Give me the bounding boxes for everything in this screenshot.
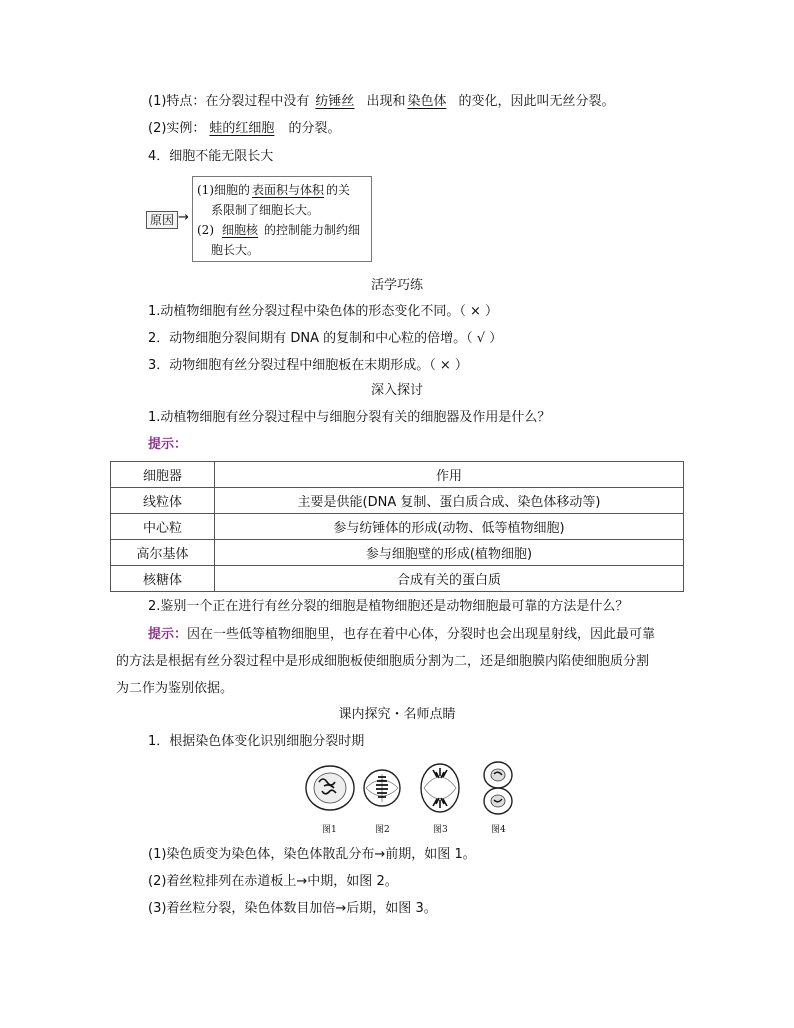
table-row: 中心粒 参与纺锤体的形成(动物、低等植物细胞) [111, 514, 684, 540]
figure-2-illustration [364, 770, 400, 806]
reason-box: (1)细胞的 表面积与体积 的关 系限制了细胞长大。 (2) 细胞核 的控制能力制约细 胞长大。 [192, 176, 372, 262]
reason-label: 原因 [146, 211, 178, 229]
feature-line: (1)特点：在分裂过程中没有 纺锤丝 出现和 染色体 的变化，因此叫无丝分裂。 [148, 94, 615, 109]
q2-question: 2.鉴别一个正在进行有丝分裂的细胞是植物细胞还是动物细胞最可靠的方法是什么？ [148, 599, 629, 614]
explore-title: 深入探讨 [370, 383, 423, 398]
practice-q3: 3．动物细胞有丝分裂过程中细胞板在末期形成。（ × ） [148, 358, 468, 373]
figure-3-caption: 图3 [433, 825, 448, 835]
practice-title: 活学巧练 [370, 278, 423, 293]
organelle-table [110, 461, 684, 592]
hint-label: 提示： [148, 627, 188, 642]
explore-q1: 1.动植物细胞有丝分裂过程中与细胞分裂有关的细胞器及作用是什么？ [148, 410, 551, 425]
table-row: 线粒体 主要是供能(DNA 复制、蛋白质合成、染色体移动等) [111, 488, 684, 514]
class-title: 课内探究・名师点睛 [338, 707, 456, 722]
figure-2-caption: 图2 [375, 825, 390, 835]
blank-nucleus: 细胞核 [222, 223, 259, 237]
class-line1: (1)染色质变为染色体，染色体散乱分布→前期，如图 1。 [148, 847, 476, 862]
table-row: 高尔基体 参与细胞壁的形成(植物细胞) [111, 540, 684, 566]
q2-answer-line2: 的方法是根据有丝分裂过程中是形成细胞板使细胞质分割为二，还是细胞膜内陷使细胞质分割 [116, 654, 650, 669]
blank-chromosome: 染色体 [407, 94, 447, 109]
q2-answer-line1: 提示：因在一些低等植物细胞里，也存在着中心体，分裂时也会出现星射线，因此最可靠 [148, 627, 656, 642]
figure-1-illustration [306, 766, 354, 810]
section-heading: 4．细胞不能无限长大 [148, 149, 274, 164]
hint-label: 提示： [148, 437, 188, 452]
example-line: (2)实例： 蛙的红细胞 的分裂。 [148, 121, 341, 136]
q2-answer-line3: 为二作为鉴别依据。 [116, 681, 234, 696]
figure-3-illustration [421, 764, 459, 812]
table-row: 核糖体 合成有关的蛋白质 [111, 566, 684, 592]
blank-surface-volume: 表面积与体积 [252, 183, 325, 197]
table-header-row: 细胞器 作用 [111, 462, 684, 488]
class-heading: 1．根据染色体变化识别细胞分裂时期 [148, 734, 365, 749]
class-line2: (2)着丝粒排列在赤道板上→中期，如图 2。 [148, 874, 398, 889]
class-line3: (3)着丝粒分裂，染色体数目加倍→后期，如图 3。 [148, 901, 437, 916]
blank-spindle: 纺锤丝 [315, 94, 355, 109]
figure-4-caption: 图4 [491, 825, 506, 835]
figure-4-illustration [484, 762, 512, 814]
figure-1-caption: 图1 [322, 825, 337, 835]
cell-division-figures [300, 760, 530, 834]
practice-q2: 2．动物细胞分裂间期有 DNA 的复制和中心粒的倍增。（ √ ） [148, 331, 503, 346]
blank-frog-rbc: 蛙的红细胞 [209, 121, 275, 136]
practice-q1: 1.动植物细胞有丝分裂过程中染色体的形态变化不同。（ × ） [148, 304, 499, 319]
arrow-icon: → [178, 210, 189, 225]
